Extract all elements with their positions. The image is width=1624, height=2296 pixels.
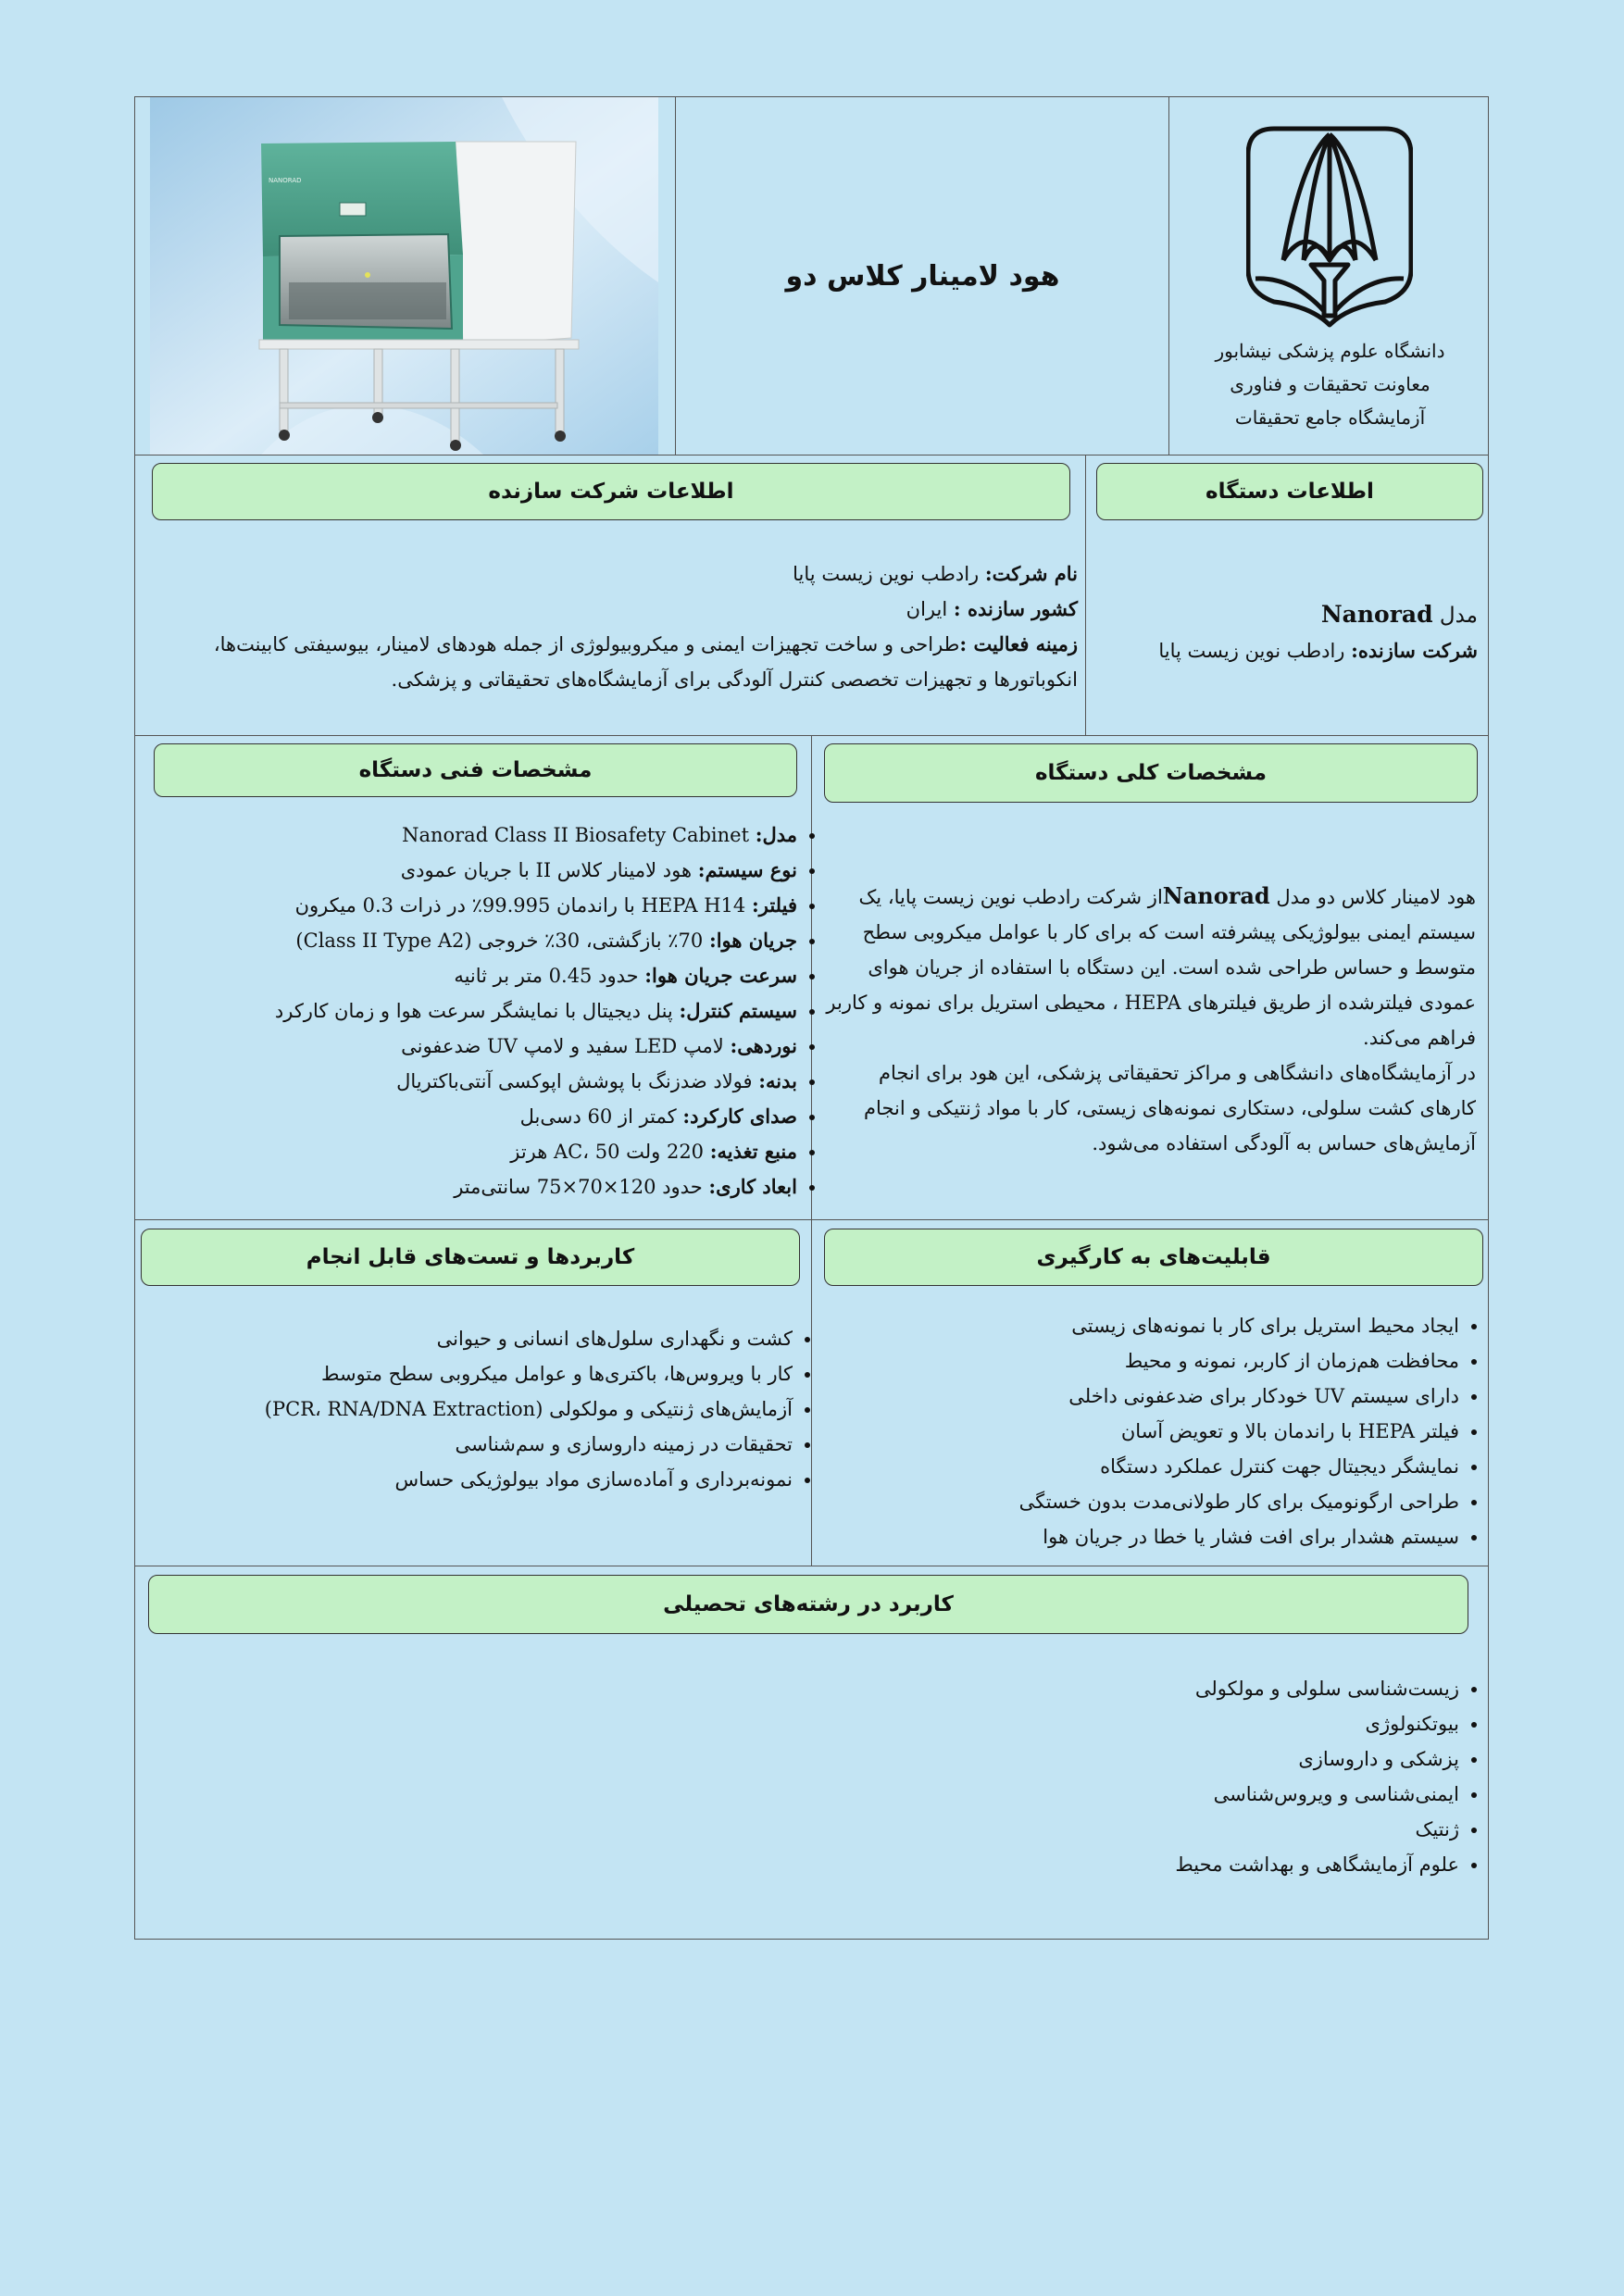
field-item: • علوم آزمایشگاهی و بهداشت محیط — [413, 1847, 1459, 1882]
device-maker-row — [1098, 633, 1478, 668]
research-deputy: معاونت تحقیقات و فناوری — [1230, 373, 1430, 395]
technical-spec-item-value: هود لامینار کلاس II با جریان عمودی — [400, 859, 693, 881]
device-info-heading: اطلاعات دستگاه — [1096, 463, 1483, 520]
application-item: • آزمایش‌های ژنتیکی و مولکولی (PCR، RNA/DNA Extraction) — [172, 1391, 793, 1427]
capabilities-list — [830, 1308, 1494, 1554]
capability-item: • محافظت هم‌زمان از کاربر، نمونه و محیط — [830, 1343, 1459, 1379]
technical-spec-item-value: Nanorad Class II Biosafety Cabinet — [402, 824, 750, 846]
technical-spec-item-value: کمتر از 60 دسی‌بل — [519, 1105, 677, 1128]
applications-list — [172, 1321, 828, 1497]
technical-spec-item — [172, 1169, 797, 1204]
technical-spec-item — [172, 1134, 797, 1169]
device-photo — [150, 97, 658, 455]
device-info-text — [1098, 597, 1478, 668]
general-specs-intro: هود لامینار کلاس دو مدل — [1276, 886, 1476, 908]
device-maker-label: شرکت سازنده: — [1351, 639, 1478, 662]
general-specs-paragraph-1 — [826, 879, 1476, 1055]
university-logo-area — [1170, 97, 1490, 455]
applications-heading: کاربردها و تست‌های قابل انجام — [141, 1229, 800, 1286]
university-emblem-icon — [1246, 121, 1413, 330]
general-specs-heading: مشخصات کلی دستگاه — [824, 743, 1478, 803]
technical-spec-item — [172, 1029, 797, 1064]
technical-spec-item-label: فیلتر: — [751, 893, 797, 917]
capability-item: • دارای سیستم UV خودکار برای ضدعفونی داخلی — [830, 1379, 1459, 1414]
company-info-heading: اطلاعات شرکت سازنده — [152, 463, 1070, 520]
technical-spec-item — [172, 1099, 797, 1134]
capability-item: • سیستم هشدار برای افت فشار یا خطا در جریان هوا — [830, 1519, 1459, 1554]
technical-specs-list — [172, 817, 832, 1204]
capability-item: • ایجاد محیط استریل برای کار با نمونه‌های زیستی — [830, 1308, 1459, 1343]
company-country-value: ایران — [906, 598, 948, 620]
technical-spec-item — [172, 958, 797, 993]
company-info-text — [191, 556, 1078, 697]
general-specs-model: Nanorad — [1162, 882, 1270, 909]
application-item: • کار با ویروس‌ها، باکتری‌ها و عوامل میکروبی سطح متوسط — [172, 1356, 793, 1391]
technical-spec-item-label: ابعاد کاری: — [708, 1175, 797, 1198]
capability-item: • طراحی ارگونومیک برای کار طولانی‌مدت بدون خستگی — [830, 1484, 1459, 1519]
technical-spec-item-value: لامپ LED سفید و لامپ UV ضدعفونی — [401, 1035, 724, 1057]
technical-spec-item-label: منبع تغذیه: — [709, 1140, 797, 1163]
company-field-value: طراحی و ساخت تجهیزات ایمنی و میکروبیولوژی از جمله هودهای لامینار، بیوسیفتی کابینت‌ها، انکوباتورها و تجهیزات تخصصی کنترل آلودگی برای آزمایشگاه‌های تحقیقاتی و پزشکی. — [213, 633, 1078, 691]
field-item: • بیوتکنولوژی — [413, 1706, 1459, 1741]
technical-spec-item — [172, 817, 797, 853]
technical-spec-item-label: نوع سیستم: — [697, 858, 797, 881]
technical-spec-item-label: بدنه: — [758, 1069, 797, 1092]
device-model-label: مدل — [1439, 604, 1478, 628]
general-specs-body: از شرکت رادطب نوین زیست پایا، یک سیستم ایمنی بیولوژیکی پیشرفته است که برای کار با عوامل میکروبی سطح متوسط و حساس طراحی شده است. این دستگاه با استفاده از جریان هوای عمودی فیلترشده از طریق فیلترهای HEPA ، محیطی استریل برای نمونه و کاربر فراهم می‌کند. — [826, 886, 1476, 1049]
field-item: • ایمنی‌شناسی و ویروس‌شناسی — [413, 1777, 1459, 1812]
general-specs-paragraph-2: در آزمایشگاه‌های دانشگاهی و مراکز تحقیقاتی پزشکی، این هود برای انجام کارهای کشت سلولی، دستکاری نمونه‌های زیستی، کار با مواد ژنتیکی و انجام آزمایش‌های حساس به آلودگی استفاده می‌شود. — [864, 1062, 1476, 1154]
technical-spec-item-value: 220 ولت AC، 50 هرتز — [510, 1141, 705, 1163]
technical-spec-item-value: حدود 120×70×75 سانتی‌متر — [454, 1176, 703, 1198]
technical-spec-item-value: HEPA H14 با راندمان 99.995٪ در ذرات 0.3 میکرون — [294, 894, 746, 917]
capability-item: • نمایشگر دیجیتال جهت کنترل عملکرد دستگاه — [830, 1449, 1459, 1484]
fields-list — [413, 1671, 1494, 1882]
document-sheet — [134, 96, 1489, 1940]
company-country-row — [191, 592, 1078, 627]
technical-spec-item-value: پنل دیجیتال با نمایشگر سرعت هوا و زمان کارکرد — [274, 1000, 673, 1022]
university-name: دانشگاه علوم پزشکی نیشابور — [1215, 340, 1445, 362]
general-specs-text — [826, 879, 1476, 1161]
technical-spec-item — [172, 1064, 797, 1099]
technical-spec-item-label: صدای کارکرد: — [682, 1104, 797, 1128]
technical-spec-item — [172, 993, 797, 1029]
technical-spec-item — [172, 923, 797, 958]
field-item: • زیست‌شناسی سلولی و مولکولی — [413, 1671, 1459, 1706]
application-item: • کشت و نگهداری سلول‌های انسانی و حیوانی — [172, 1321, 793, 1356]
technical-spec-item-label: سیستم کنترل: — [679, 999, 797, 1022]
svg-text:NANORAD: NANORAD — [269, 177, 302, 184]
capabilities-heading: قابلیت‌های به کارگیری — [824, 1229, 1483, 1286]
company-name-value: رادطب نوین زیست پایا — [793, 563, 980, 585]
technical-spec-item-label: سرعت جریان هوا: — [644, 964, 797, 987]
field-item: • ژنتیک — [413, 1812, 1459, 1847]
device-model-value: Nanorad — [1320, 601, 1433, 628]
technical-spec-item-label: نوردهی: — [730, 1034, 797, 1057]
technical-spec-item-value: فولاد ضدزنگ با پوشش اپوکسی آنتی‌باکتریال — [396, 1070, 753, 1092]
divider — [1085, 455, 1086, 735]
company-country-label: کشور سازنده : — [953, 597, 1078, 620]
technical-spec-item-label: جریان هوا: — [708, 929, 797, 952]
lab-name: آزمایشگاه جامع تحقیقات — [1234, 406, 1426, 429]
technical-spec-item-label: مدل: — [755, 823, 797, 846]
company-name-row — [191, 556, 1078, 592]
technical-spec-item — [172, 888, 797, 923]
technical-spec-item-value: حدود 0.45 متر بر ثانیه — [454, 965, 639, 987]
company-name-label: نام شرکت: — [984, 562, 1078, 585]
company-field-label: زمینه فعالیت : — [959, 632, 1078, 655]
technical-specs-heading: مشخصات فنی دستگاه — [154, 743, 797, 797]
technical-spec-item-value: 70٪ بازگشتی، 30٪ خروجی (Class II Type A2) — [295, 930, 704, 952]
application-item: • نمونه‌برداری و آماده‌سازی مواد بیولوژیکی حساس — [172, 1462, 793, 1497]
field-item: • پزشکی و داروسازی — [413, 1741, 1459, 1777]
application-item: • تحقیقات در زمینه داروسازی و سم‌شناسی — [172, 1427, 793, 1462]
capability-item: • فیلتر HEPA با راندمان بالا و تعویض آسان — [830, 1414, 1459, 1449]
device-model-row — [1098, 597, 1478, 633]
fields-heading: کاربرد در رشته‌های تحصیلی — [148, 1575, 1468, 1634]
company-field-row — [191, 627, 1078, 697]
device-maker-value: رادطب نوین زیست پایا — [1158, 640, 1345, 662]
technical-spec-item — [172, 853, 797, 888]
page-title: هود لامینار کلاس دو — [785, 259, 1060, 293]
